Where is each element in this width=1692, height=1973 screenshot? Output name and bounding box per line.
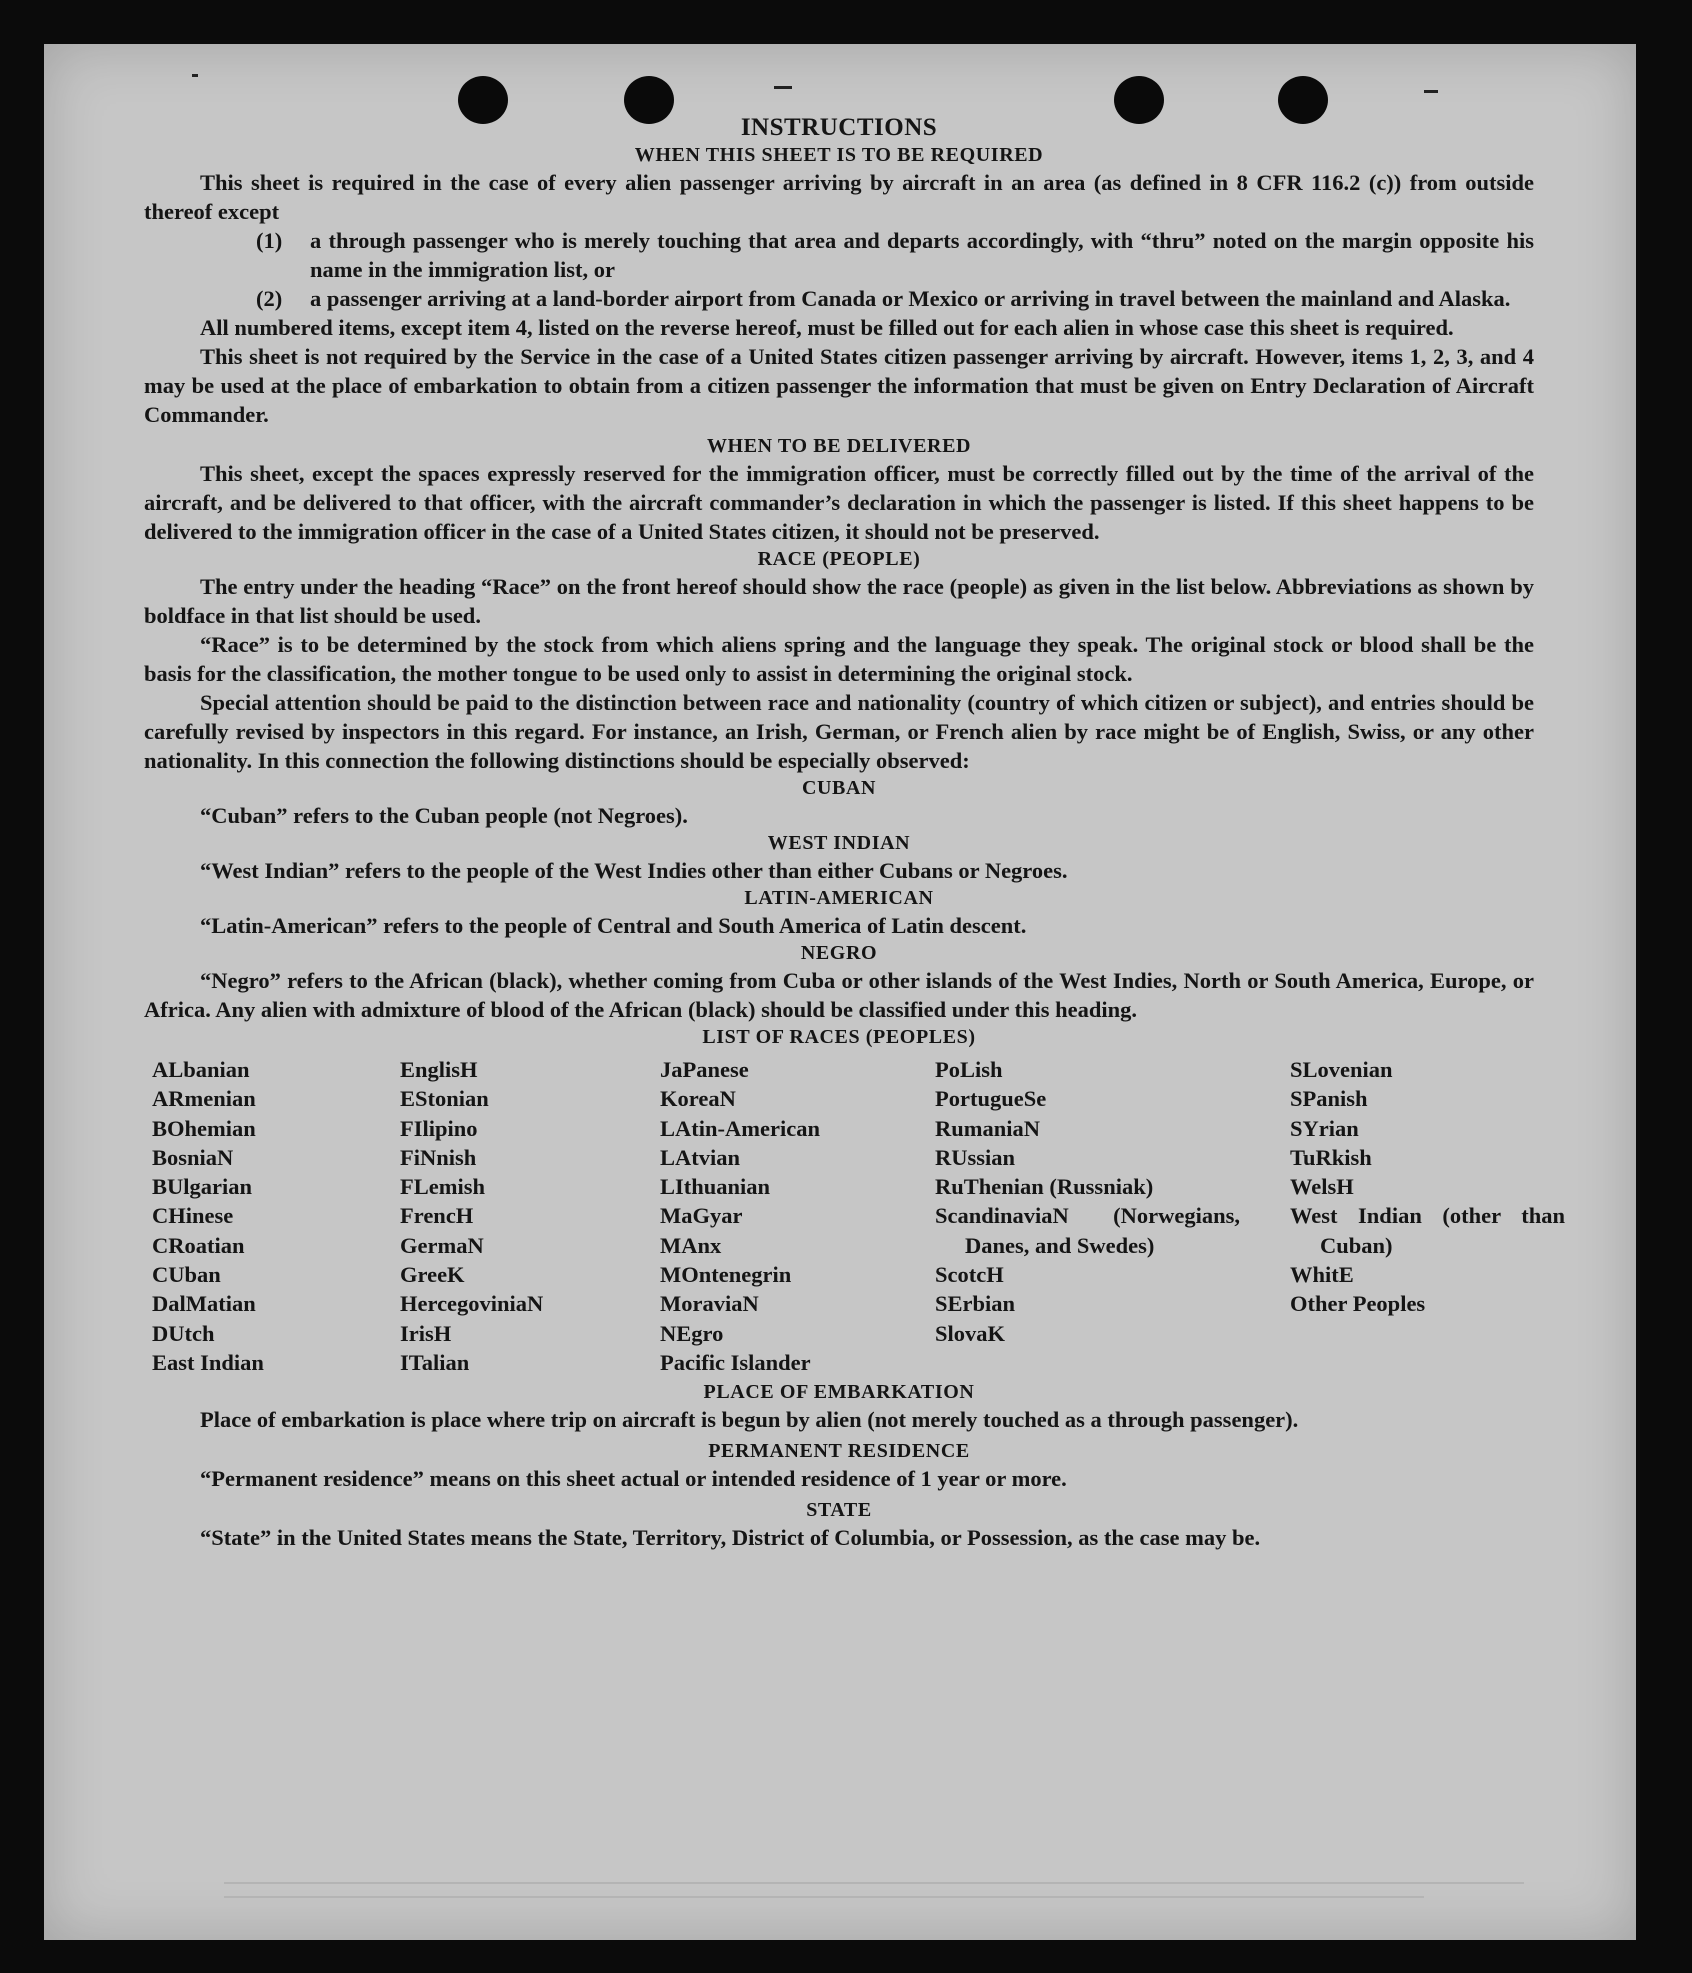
paragraph: “State” in the United States means the State, Territory, District of Columbia, or Possession, as the case may be. (200, 1525, 1261, 1551)
instructions-body (144, 114, 1565, 1552)
list-item: FiNnish (400, 1144, 477, 1170)
list-item: LIthuanian (660, 1174, 771, 1200)
section-heading-residence: PERMANENT RESIDENCE (708, 1440, 970, 1463)
list-item: SlovaK (935, 1320, 1006, 1346)
page-title: INSTRUCTIONS (740, 114, 938, 141)
list-item: BUlgarian (152, 1174, 253, 1200)
list-item: PoLish (935, 1057, 1003, 1082)
list-item: MAnx (660, 1232, 722, 1258)
list-item: ITalian (400, 1349, 470, 1375)
scan-speck (774, 86, 792, 89)
paragraph: Special attention should be paid to the distinction between race and nationality (country of which citizen or subject), and entries should be carefully revised by inspectors in this regard. For instance, an Irish, German, or French alien by race might be of English, Swiss, or any other nationality. In this connection the following distinctions should be especially observed: (144, 690, 1534, 773)
list-item: RUssian (935, 1144, 1016, 1170)
list-item: LAtvian (660, 1144, 741, 1170)
races-column-2 (400, 1055, 660, 1377)
list-item: MoraviaN (660, 1291, 759, 1317)
list-item: PortugueSe (935, 1086, 1047, 1112)
list-item: WelsH (1290, 1174, 1354, 1200)
scan-speck (192, 74, 198, 77)
list-item: GermaN (400, 1232, 484, 1258)
list-item: DalMatian (152, 1291, 256, 1317)
paragraph: This sheet is not required by the Service in the case of a United States citizen passenger arriving by aircraft. However, items 1, 2, 3, and 4 may be used at the place of embarkation to obtain from a citizen passenger the information that must be given on Entry Declaration of Aircraft Commander. (144, 344, 1534, 427)
list-item: JaPanese (660, 1057, 749, 1082)
list-item: FLemish (400, 1174, 486, 1200)
section-heading-cuban: CUBAN (801, 777, 877, 799)
list-item: SLovenian (1290, 1057, 1393, 1082)
list-item: CUban (152, 1262, 221, 1288)
paragraph: All numbered items, except item 4, listed on the reverse hereof, must be filled out for each alien in whose case this sheet is required. (200, 315, 1454, 340)
races-column-1 (152, 1055, 400, 1377)
paragraph: Place of embarkation is place where trip on aircraft is begun by alien (not merely touched as a through passenger). (200, 1407, 1299, 1433)
list-item: HercegoviniaN (400, 1291, 544, 1317)
list-item: LAtin-American (660, 1115, 820, 1141)
paragraph: “Cuban” refers to the Cuban people (not Negroes). (200, 803, 688, 828)
list-item: KoreaN (660, 1086, 736, 1112)
list-item: RumaniaN (935, 1115, 1041, 1141)
list-item: SErbian (935, 1291, 1016, 1317)
list-item: IrisH (400, 1320, 452, 1346)
list-item: FIlipino (400, 1115, 478, 1141)
paragraph: This sheet is required in the case of every alien passenger arriving by aircraft in an area (as defined in 8 CFR 116.2 (c)) from outside thereof except (144, 170, 1534, 224)
list-item: NEgro (660, 1320, 724, 1346)
list-item: GreeK (400, 1262, 465, 1288)
paragraph: “Permanent residence” means on this sheet actual or intended residence of 1 year or more. (200, 1466, 1067, 1492)
list-item: WhitE (1290, 1262, 1354, 1288)
paragraph: This sheet, except the spaces expressly reserved for the immigration officer, must be correctly filled out by the time of the arrival of the aircraft, and be delivered to that officer, with the aircraft commander’s declaration in which the passenger is listed. If this sheet happens to be delivered to the immigration officer in the case of a United States citizen, it should not be preserved. (144, 461, 1534, 544)
section-heading-west-indian: WEST INDIAN (767, 832, 911, 854)
paragraph: “Latin-American” refers to the people of Central and South America of Latin descent. (200, 913, 1027, 938)
list-item: West Indian (other than Cuban) (1290, 1203, 1565, 1258)
list-item: ScotcH (935, 1262, 1004, 1288)
section-heading-negro: NEGRO (800, 942, 878, 964)
list-item: MOntenegrin (660, 1262, 792, 1288)
paragraph: “Negro” refers to the African (black), whether coming from Cuba or other islands of the West Indies, North or South America, Europe, or Africa. Any alien with admixture of blood of the African (black) should be classified under this heading. (144, 968, 1534, 1022)
scan-speck (1424, 90, 1438, 93)
paragraph: “Race” is to be determined by the stock from which aliens spring and the language they speak. The original stock or blood shall be the basis for the classification, the mother tongue to be used only to assist in determining the original stock. (144, 632, 1534, 686)
list-item: EStonian (400, 1086, 489, 1112)
list-item: ALbanian (152, 1057, 250, 1082)
list-item: Other Peoples (1290, 1291, 1426, 1317)
races-column-4 (935, 1055, 1290, 1377)
faint-bleed-through-line (224, 1882, 1524, 1884)
races-list (152, 1055, 1565, 1377)
races-column-5 (1290, 1055, 1565, 1377)
section-heading-race: RACE (PEOPLE) (757, 548, 921, 570)
races-column-3 (660, 1055, 935, 1377)
list-item: EnglisH (400, 1057, 478, 1082)
list-item: CRoatian (152, 1232, 245, 1258)
exception-item-1: (1) a through passenger who is merely touching that area and departs accordingly, with “thru” noted on the margin opposite his name in the immigration list, or (256, 228, 1534, 282)
section-heading-delivered: WHEN TO BE DELIVERED (706, 435, 972, 457)
list-item: ScandinaviaN (Norwegians, Danes, and Swedes) (935, 1203, 1240, 1258)
list-item: ARmenian (152, 1086, 256, 1112)
list-item: SYrian (1290, 1115, 1359, 1141)
section-heading-state: STATE (806, 1499, 872, 1522)
list-item: BosniaN (152, 1144, 234, 1170)
exception-item-2: (2) a passenger arriving at a land-border airport from Canada or Mexico or arriving in travel between the mainland and Alaska. (256, 286, 1511, 311)
list-item: RuThenian (Russniak) (935, 1174, 1154, 1200)
list-item: CHinese (152, 1203, 234, 1229)
faint-bleed-through-line (224, 1896, 1424, 1898)
list-item: MaGyar (660, 1203, 743, 1229)
paragraph: The entry under the heading “Race” on the front hereof should show the race (people) as given in the list below. Abbreviations as shown by boldface in that list should be used. (144, 574, 1534, 628)
list-item: Pacific Islander (660, 1349, 811, 1375)
list-item: BOhemian (152, 1115, 256, 1141)
list-item: TuRkish (1290, 1144, 1372, 1170)
document-sheet (44, 44, 1636, 1940)
list-item: SPanish (1290, 1086, 1368, 1112)
section-heading-list-of-races: LIST OF RACES (PEOPLES) (702, 1026, 976, 1048)
section-heading-latin-american: LATIN-AMERICAN (744, 887, 934, 909)
section-heading-embarkation: PLACE OF EMBARKATION (703, 1381, 975, 1404)
list-item: FrencH (400, 1203, 474, 1229)
section-heading-required: WHEN THIS SHEET IS TO BE REQUIRED (634, 144, 1044, 166)
list-item: DUtch (152, 1320, 215, 1346)
list-item: East Indian (152, 1349, 264, 1375)
paragraph: “West Indian” refers to the people of the West Indies other than either Cubans or Negroes. (200, 858, 1068, 883)
